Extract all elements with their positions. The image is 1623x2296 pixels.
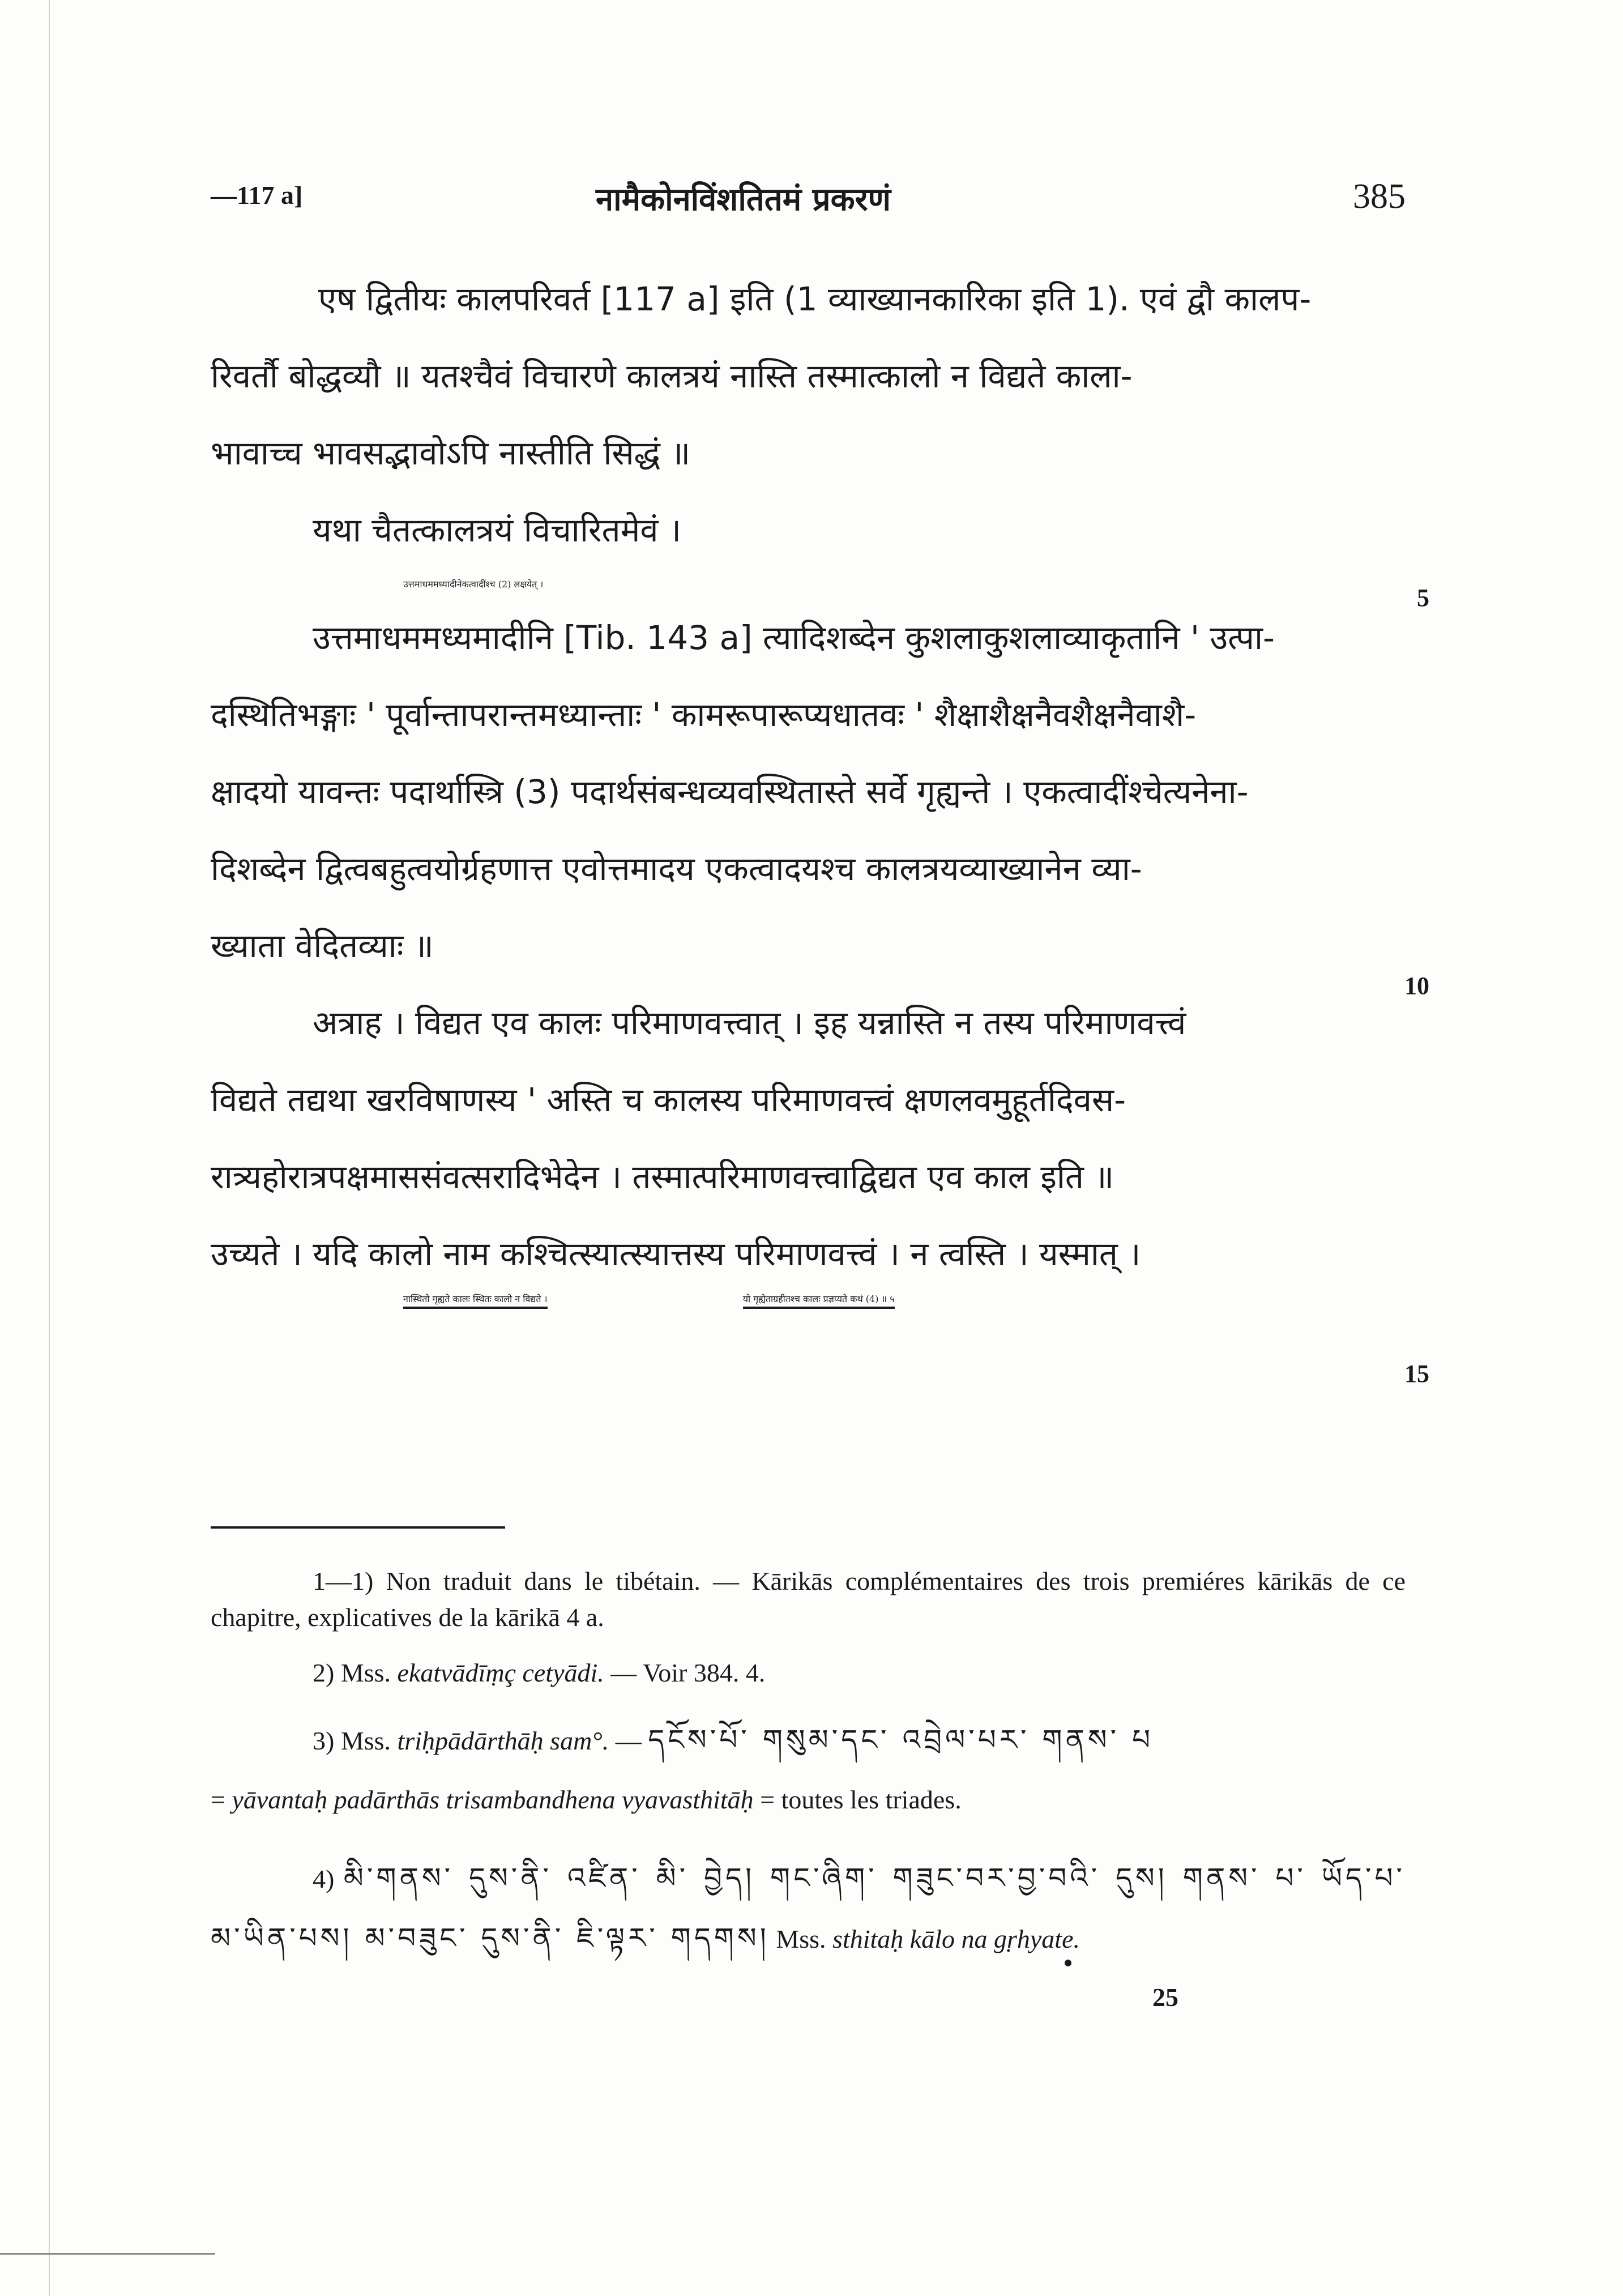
line-number-10: 10: [1404, 972, 1429, 1000]
ink-speck: [1065, 1960, 1071, 1966]
footnote-3-dash: —: [615, 1726, 642, 1755]
footnote-3-gloss: yāvantaḥ padārthās trisambandhena vyavasthitāḥ: [232, 1785, 754, 1814]
text-line-9: दिशब्देन द्वित्वबहुत्वयोर्ग्रहणात्त एवोत्तमादय एकत्वादयश्च कालत्रयव्याख्यानेन व्या-: [211, 850, 1142, 888]
line-number-5: 5: [1417, 584, 1429, 612]
footnote-2-prefix: 2) Mss.: [313, 1658, 391, 1687]
header-reference: —117 a]: [211, 181, 303, 210]
running-header: [211, 177, 1406, 225]
footnote-2: [211, 1655, 1406, 1691]
text-line-2: रिवर्तौ बोद्धव्यौ ॥ यतश्चैवं विचारणे कालत्रयं नास्ति तस्मात्कालो न विद्यते काला-: [211, 357, 1133, 395]
page-number: 385: [1353, 177, 1406, 216]
text-line-3: भावाच्च भावसद्भावोऽपि नास्तीति सिद्धं ॥: [211, 434, 691, 472]
footnote-4-prefix: 4): [313, 1864, 335, 1893]
footnote-rule: [211, 1526, 505, 1529]
footnotes: [211, 1563, 1406, 1988]
text-line-11: अत्राह । विद्यत एव कालः परिमाणवत्त्वात् । इह यन्नास्ति न तस्य परिमाणवत्त्वं: [313, 1004, 1186, 1042]
footnote-1: 1—1) Non traduit dans le tibétain. — Kārikās complémentaires des trois premiéres kārikās de ce chapitre, explicatives de la kārikā 4 a.: [211, 1567, 1406, 1632]
text-line-4: यथा चैतत्कालत्रयं विचारितमेवं ।: [313, 511, 681, 549]
main-text: [211, 261, 1406, 1305]
text-line-1: एष द्वितीयः कालपरिवर्त [117 a] इति (1 व्याख्यानकारिका इति 1). एवं द्वौ कालप-: [318, 280, 1312, 318]
footnote-3-tibetan: དངོས་པོ་ གསུམ་དང་ འབྲེལ་པར་ གནས་ པ: [648, 1723, 1154, 1756]
line-number-15: 15: [1404, 1360, 1429, 1388]
footnote-3-reading: triḥpādārthāḥ sam°.: [397, 1726, 609, 1755]
scan-edge-left: [49, 0, 50, 2296]
footnote-3-gloss-end: = toutes les triades.: [760, 1785, 962, 1814]
verse-line-3-text: यो गृह्येताग्रहीतश्च कालः प्रज्ञप्यते कथं (4) ॥ ५: [743, 1294, 895, 1309]
footnote-4-reading: sthitaḥ kālo na gṛhyate.: [832, 1924, 1080, 1953]
verse-line-3: [550, 1292, 895, 1305]
footnote-2-ref: — Voir 384. 4.: [610, 1658, 766, 1687]
footnote-3-prefix: 3) Mss.: [313, 1726, 391, 1755]
text-line-8: क्षादयो यावन्तः पदार्थास्त्रि (3) पदार्थसंबन्धव्यवस्थितास्ते सर्वे गृह्यन्ते । एकत्वादींश्चेत्यनेना-: [211, 773, 1249, 811]
footnote-4: [211, 1849, 1406, 1969]
text-line-13: रात्र्यहोरात्रपक्षमाससंवत्सरादिभेदेन । तस्मात्परिमाणवत्त्वाद्विद्यत एव काल इति ॥: [211, 1158, 1114, 1196]
footnote-4-mss: Mss.: [776, 1924, 826, 1953]
signature-number: 25: [1152, 1983, 1178, 2012]
text-line-10: ख्याता वेदितव्याः ॥: [211, 927, 434, 965]
verse-line-2: [211, 1292, 548, 1305]
footnote-4-tibetan: མི་གནས་ དུས་ནི་ འཛིན་ མི་ བྱེད། གང་ཞིག་ གཟུང་བར་བྱ་བའི་ དུས། གནས་ པ་ ཡོད་པ་ མ་ཡིན་པས། མ་བཟུང་ དུས་ནི་ ཇི་ལྟར་ གདགས།: [211, 1862, 1406, 1954]
verse-line-2-text: नास्थितो गृह्यते कालः स्थितः कालो न विद्यते ।: [403, 1294, 548, 1309]
header-chapter-title: नामैकोनविंशतितमं प्रकरणं: [596, 181, 891, 218]
verse-line-1: उत्तमाधममध्यादीनेकत्वादींश्च (2) लक्षयेत् ।: [403, 579, 544, 590]
scan-edge-bottom: [0, 2253, 215, 2255]
footnote-3-equals: =: [211, 1785, 225, 1814]
text-line-12: विद्यते तद्यथा खरविषाणस्य ' अस्ति च कालस्य परिमाणवत्त्वं क्षणलवमुहूर्तदिवस-: [211, 1081, 1126, 1119]
text-line-14: उच्यते । यदि कालो नाम कश्चित्स्यात्स्यात्तस्य परिमाणवत्त्वं । न त्वस्ति । यस्मात् ।: [211, 1235, 1141, 1273]
text-line-6: उत्तमाधममध्यमादीनि [Tib. 143 a] त्यादिशब्देन कुशलाकुशलाव्याकृतानि ' उत्पा-: [313, 618, 1275, 657]
footnote-2-reading: ekatvādīṃç cetyādi.: [397, 1658, 604, 1687]
text-line-7: दस्थितिभङ्गाः ' पूर्वान्तापरान्तमध्यान्ताः ' कामरूपारूप्यधातवः ' शैक्षाशैक्षनैवशैक्षनैवाशै-: [211, 695, 1197, 734]
footnote-3: [211, 1710, 1406, 1829]
